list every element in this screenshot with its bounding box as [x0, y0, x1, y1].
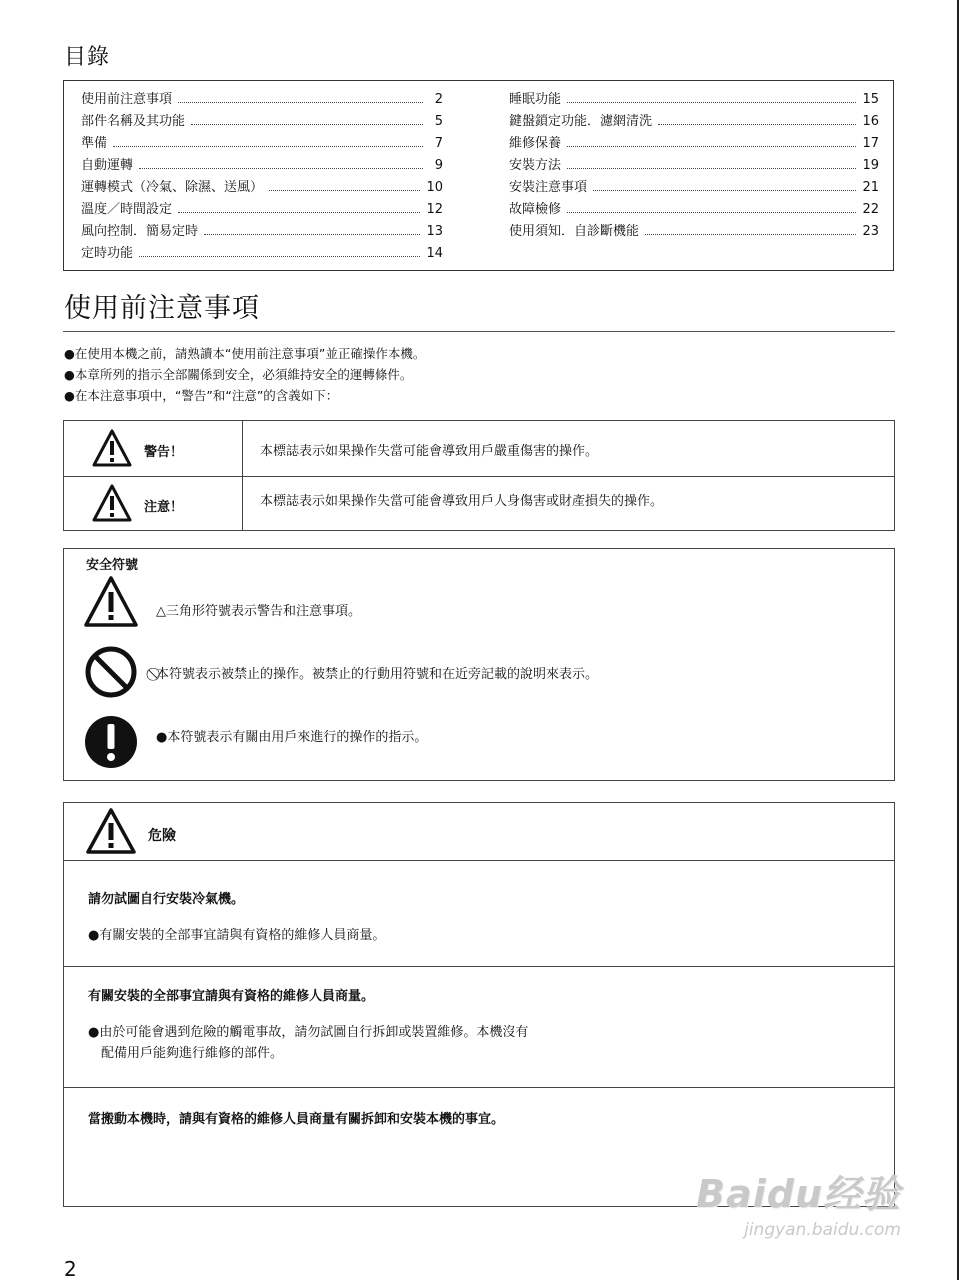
prohibited-icon [84, 645, 138, 699]
warning-triangle-icon [84, 575, 138, 629]
toc-item-label: 運轉模式（冷氣、除濕、送風） [81, 180, 264, 195]
warning-triangle-icon [92, 429, 132, 467]
warning-row [64, 421, 894, 477]
caution-row [64, 476, 894, 531]
toc-item-page: 23 [862, 224, 879, 239]
toc-item[interactable] [81, 89, 443, 111]
toc-item[interactable] [81, 177, 443, 199]
safety-symbol-text: △三角形符號表示警告和注意事項。 [156, 604, 361, 619]
toc-item-label: 睡眠功能 [509, 92, 562, 107]
watermark-logo: Baidu经验 [696, 1172, 901, 1216]
toc-item-label: 安裝注意事項 [509, 180, 588, 195]
intro-line: ●在本注意事項中，“警告”和“注意”的含義如下： [64, 388, 339, 403]
mandatory-icon [84, 715, 138, 769]
toc-leader [567, 167, 856, 169]
danger-box [63, 802, 895, 1207]
warning-table [63, 420, 895, 531]
toc-item[interactable] [509, 177, 879, 199]
toc-item-label: 鍵盤鎖定功能．濾網清洗 [509, 114, 653, 129]
toc-right-column [509, 89, 879, 243]
toc-item[interactable] [509, 133, 879, 155]
toc-item-label: 故障檢修 [509, 202, 562, 217]
page-number: 2 [64, 1257, 77, 1281]
safety-symbols-box [63, 548, 895, 781]
toc-leader [269, 189, 420, 191]
toc-item-page: 21 [862, 180, 879, 195]
toc-item-label: 自動運轉 [81, 158, 134, 173]
toc-item-label: 定時功能 [81, 246, 134, 261]
toc-leader [139, 255, 420, 257]
danger-heading: 當搬動本機時，請與有資格的維修人員商量有關拆卸和安裝本機的事宜。 [88, 1112, 505, 1127]
toc-leader [645, 233, 856, 235]
caution-label: 注意！ [144, 500, 184, 515]
danger-divider [64, 966, 894, 967]
toc-item-page: 15 [862, 92, 879, 107]
intro-line: ●在使用本機之前，請熟讀本“使用前注意事項”並正確操作本機。 [64, 346, 426, 361]
danger-heading: 請勿試圖自行安裝冷氣機。 [88, 892, 245, 907]
watermark-url: jingyan.baidu.com [744, 1220, 901, 1240]
toc-item[interactable] [509, 89, 879, 111]
toc-item[interactable] [509, 111, 879, 133]
toc-leader [567, 101, 856, 103]
toc-leader [178, 101, 423, 103]
toc-item-page: 10 [426, 180, 443, 195]
toc-leader [191, 123, 423, 125]
toc-item-page: 14 [426, 246, 443, 261]
toc-item[interactable] [81, 243, 443, 265]
toc-item-label: 準備 [81, 136, 108, 151]
toc-leader [567, 145, 856, 147]
warning-triangle-icon [92, 484, 132, 522]
toc-item-page: 9 [434, 158, 443, 173]
danger-heading: 有關安裝的全部事宜請與有資格的維修人員商量。 [88, 989, 375, 1004]
toc-item-label: 安裝方法 [509, 158, 562, 173]
toc-item-label: 使用須知．自診斷機能 [509, 224, 640, 239]
toc-item-page: 22 [862, 202, 879, 217]
toc-item[interactable] [81, 133, 443, 155]
toc-leader [178, 211, 420, 213]
watermark [696, 1163, 901, 1240]
toc-item-label: 使用前注意事項 [81, 92, 173, 107]
toc-item[interactable] [509, 199, 879, 221]
danger-label: 危險 [148, 828, 176, 844]
toc-item[interactable] [81, 221, 443, 243]
toc-item-page: 13 [426, 224, 443, 239]
toc-item-page: 16 [862, 114, 879, 129]
caution-description: 本標誌表示如果操作失當可能會導致用戶人身傷害或財產損失的操作。 [260, 494, 664, 509]
toc-item[interactable] [509, 155, 879, 177]
safety-symbol-text: ●本符號表示有關由用戶來進行的操作的指示。 [156, 730, 428, 745]
toc-item-page: 19 [862, 158, 879, 173]
toc-leader [658, 123, 856, 125]
warning-label: 警告！ [144, 445, 184, 460]
section-divider [63, 331, 895, 332]
toc-left-column [81, 89, 443, 265]
intro-line: ●本章所列的指示全部關係到安全，必須維持安全的運轉條件。 [64, 367, 413, 382]
toc-item[interactable] [81, 155, 443, 177]
toc-leader [593, 189, 856, 191]
toc-leader [139, 167, 423, 169]
toc-item-page: 17 [862, 136, 879, 151]
safety-symbols-title: 安全符號 [86, 558, 139, 573]
toc-item-label: 溫度／時間設定 [81, 202, 173, 217]
toc-item[interactable] [81, 199, 443, 221]
toc-item-page: 2 [434, 92, 443, 107]
toc-box [63, 80, 894, 271]
toc-title: 目錄 [64, 45, 111, 70]
toc-leader [567, 211, 856, 213]
danger-divider [64, 860, 894, 861]
toc-item-page: 5 [434, 114, 443, 129]
toc-item-page: 7 [434, 136, 443, 151]
danger-divider [64, 1087, 894, 1088]
toc-item[interactable] [509, 221, 879, 243]
toc-item-label: 維修保養 [509, 136, 562, 151]
toc-item-page: 12 [426, 202, 443, 217]
section-title: 使用前注意事項 [64, 293, 260, 324]
warning-description: 本標誌表示如果操作失當可能會導致用戶嚴重傷害的操作。 [260, 444, 599, 459]
intro-list [64, 343, 425, 406]
warning-triangle-icon [86, 808, 136, 854]
danger-line: 配備用戶能夠進行維修的部件。 [88, 1046, 284, 1061]
toc-item-label: 風向控制．簡易定時 [81, 224, 199, 239]
toc-item-label: 部件名稱及其功能 [81, 114, 186, 129]
safety-symbol-text: ⃠本符號表示被禁止的操作。被禁止的行動用符號和在近旁記載的說明來表示。 [156, 667, 599, 682]
toc-leader [113, 145, 423, 147]
danger-line: ●有關安裝的全部事宜請與有資格的維修人員商量。 [88, 928, 386, 943]
toc-item[interactable] [81, 111, 443, 133]
danger-line: ●由於可能會遇到危險的觸電事故，請勿試圖自行拆卸或裝置維修。本機沒有 [88, 1025, 529, 1040]
toc-leader [204, 233, 420, 235]
